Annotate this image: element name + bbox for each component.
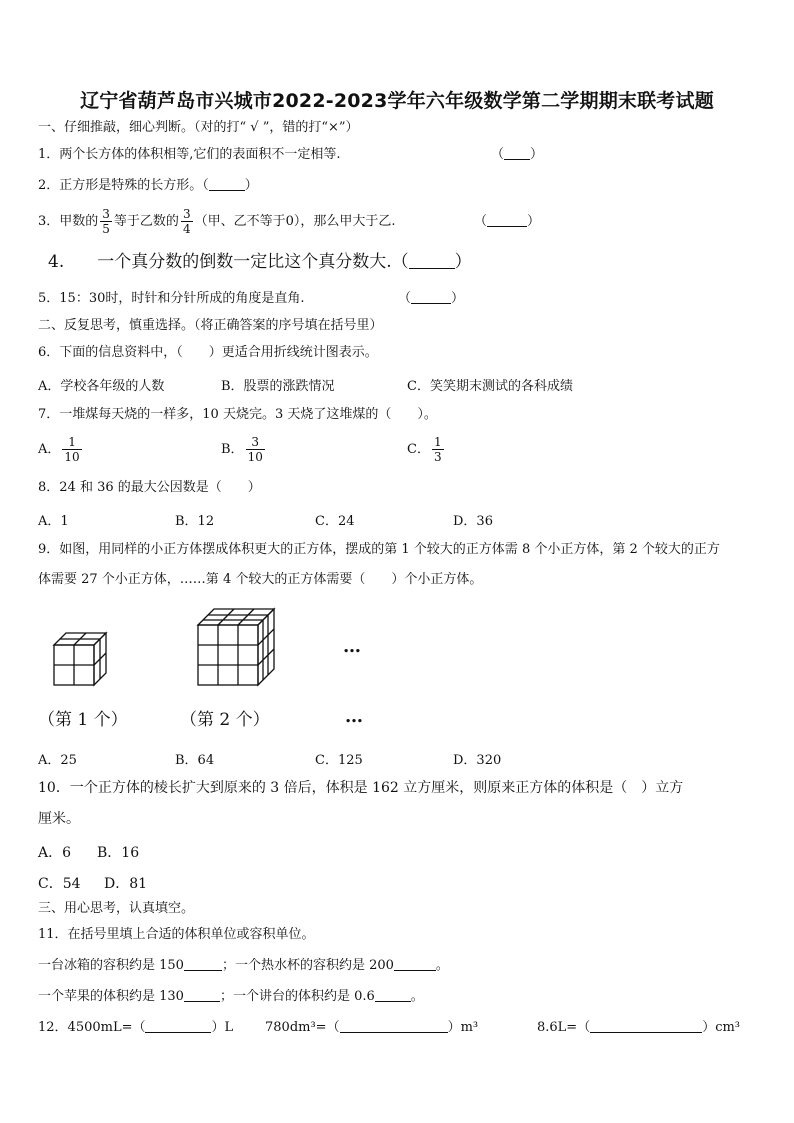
figure-2-caption: （第 2 个） (180, 710, 270, 730)
section3-heading: 三、用心思考，认真填空。 (38, 901, 195, 916)
answer-blank[interactable] (504, 147, 530, 160)
question-4-text: 一个真分数的倒数一定比这个真分数大.（ (97, 252, 409, 272)
fridge-capacity-text: 一台冰箱的容积约是 150 (38, 958, 184, 973)
question-10-option-c[interactable]: C．54 (38, 876, 81, 892)
question-7: 7．一堆煤每天烧的一样多，10 天烧完。3 天烧了这堆煤的（ ）。 (38, 407, 437, 422)
question-9-option-b[interactable]: B．64 (175, 753, 215, 768)
question-8-option-d[interactable]: D．36 (453, 514, 493, 529)
question-9-line1: 9．如图，用同样的小正方体摆成体积更大的正方体，摆成的第 1 个较大的正方体需 8 个小正方体，第 2 个较大的正方 (38, 542, 720, 557)
answer-blank-ml-to-l[interactable] (145, 1020, 211, 1033)
answer-blank-cup[interactable] (394, 958, 436, 971)
question-10-line1: 10．一个正方体的棱长扩大到原来的 3 倍后，体积是 162 立方厘米，则原来正方体的体积是（ ）立方 (38, 780, 684, 796)
question-3-pre: 3．甲数的 (38, 214, 99, 229)
fraction-3-5: $\frac{3}{5}$ (102, 207, 110, 236)
question-4-number: 4. (48, 252, 65, 272)
question-3-mid: 等于乙数的 (113, 214, 179, 229)
question-6-option-c[interactable]: C．笑笑期末测试的各科成绩 (407, 379, 573, 394)
question-9-option-a[interactable]: A．25 (38, 753, 77, 768)
question-11-line2: 一个苹果的体积约是 130 ；一个讲台的体积约是 0.6 。 (38, 989, 424, 1004)
question-8-option-c[interactable]: C．24 (315, 514, 355, 529)
question-3-post: （甲、乙不等于0），那么甲大于乙. (194, 214, 396, 229)
section1-heading: 一、仔细推敲，细心判断。（对的打“ √ ”，错的打“×”） (38, 120, 359, 135)
question-9-line2: 体需要 27 个小正方体，……第 4 个较大的正方体需要（ ）个小正方体。 (38, 572, 483, 587)
answer-blank[interactable] (209, 178, 245, 191)
question-5-answer[interactable] (398, 290, 464, 308)
question-7-option-b[interactable]: B． $\frac{3}{10}$ (221, 435, 263, 464)
apple-volume-text: 一个苹果的体积约是 130 (38, 989, 184, 1004)
paren-left: （ (491, 147, 505, 162)
cube-3x3x3-figure (196, 605, 276, 687)
question-11: 11．在括号里填上合适的体积单位或容积单位。 (38, 927, 315, 942)
question-12-part3: 8.6L=（ ）cm³ (537, 1020, 741, 1035)
question-3-answer[interactable] (474, 213, 540, 231)
paren-right: ） (451, 291, 465, 306)
answer-blank[interactable] (487, 214, 527, 227)
question-2 (38, 177, 258, 195)
question-1-answer[interactable] (491, 146, 543, 164)
question-11-line1: 一台冰箱的容积约是 150 ；一个热水杯的容积约是 200 。 (38, 958, 449, 973)
paren-right: ） (244, 178, 258, 193)
paren-right: ） (454, 252, 472, 272)
question-8-option-b[interactable]: B．12 (175, 514, 215, 529)
answer-blank-l-to-cm3[interactable] (590, 1020, 702, 1033)
question-10-option-a[interactable]: A．6 (38, 845, 72, 861)
paren-left: （ (474, 214, 488, 229)
question-3 (38, 204, 395, 240)
question-10-option-d[interactable]: D．81 (104, 876, 148, 892)
question-6-option-a[interactable]: A．学校各年级的人数 (38, 379, 165, 394)
answer-blank[interactable] (409, 254, 455, 269)
question-7-option-a[interactable]: A． $\frac{1}{10}$ (38, 435, 80, 464)
answer-blank-fridge[interactable] (184, 958, 222, 971)
question-7-option-c[interactable]: C． $\frac{1}{3}$ (407, 435, 442, 464)
section2-heading: 二、反复思考，慎重选择。（将正确答案的序号填在括号里） (38, 318, 383, 333)
question-1-text: 1．两个长方体的体积相等,它们的表面积不一定相等. (38, 147, 341, 162)
question-4 (48, 253, 472, 271)
figure-1-caption: （第 1 个） (38, 710, 128, 730)
question-6-option-b[interactable]: B．股票的涨跌情况 (221, 379, 335, 394)
question-8-option-a[interactable]: A．1 (38, 514, 69, 529)
cup-capacity-text: ；一个热水杯的容积约是 200 (221, 958, 394, 973)
answer-blank-podium[interactable] (375, 989, 411, 1002)
paren-right: ） (527, 214, 541, 229)
question-9-option-c[interactable]: C．125 (315, 753, 363, 768)
cube-2x2x2-figure (52, 631, 108, 687)
answer-blank-apple[interactable] (184, 989, 220, 1002)
answer-blank-dm3-to-m3[interactable] (340, 1020, 448, 1033)
question-2-text: 2．正方形是特殊的长方形。（ (38, 178, 209, 193)
question-12-part1: 12．4500mL=（ ）L (38, 1020, 234, 1035)
question-8: 8．24 和 36 的最大公因数是（ ） (38, 480, 261, 495)
figure-ellipsis-bottom: … (345, 706, 364, 727)
question-10-option-b[interactable]: B．16 (97, 845, 140, 861)
question-9-option-d[interactable]: D．320 (453, 753, 502, 768)
question-5 (38, 290, 305, 308)
page-title: 辽宁省葫芦岛市兴城市2022-2023学年六年级数学第二学期期末联考试题 (80, 90, 714, 112)
question-12-part2: 780dm³=（ ）m³ (265, 1020, 479, 1035)
question-1 (38, 146, 341, 164)
fraction-1-3: $\frac{1}{3}$ (433, 435, 442, 464)
paren-right: ） (530, 147, 544, 162)
question-6: 6．下面的信息资料中，（ ）更适合用折线统计图表示。 (38, 345, 378, 360)
paren-left: （ (398, 291, 412, 306)
figure-ellipsis-top: … (343, 636, 362, 657)
fraction-1-10: $\frac{1}{10}$ (64, 435, 80, 464)
podium-volume-text: ；一个讲台的体积约是 0.6 (219, 989, 375, 1004)
fraction-3-4: $\frac{3}{4}$ (182, 207, 191, 236)
question-5-text: 5．15：30时，时针和分针所成的角度是直角. (38, 291, 305, 306)
question-10-line2: 厘米。 (38, 811, 80, 827)
answer-blank[interactable] (411, 291, 451, 304)
fraction-3-10: $\frac{3}{10}$ (247, 435, 263, 464)
